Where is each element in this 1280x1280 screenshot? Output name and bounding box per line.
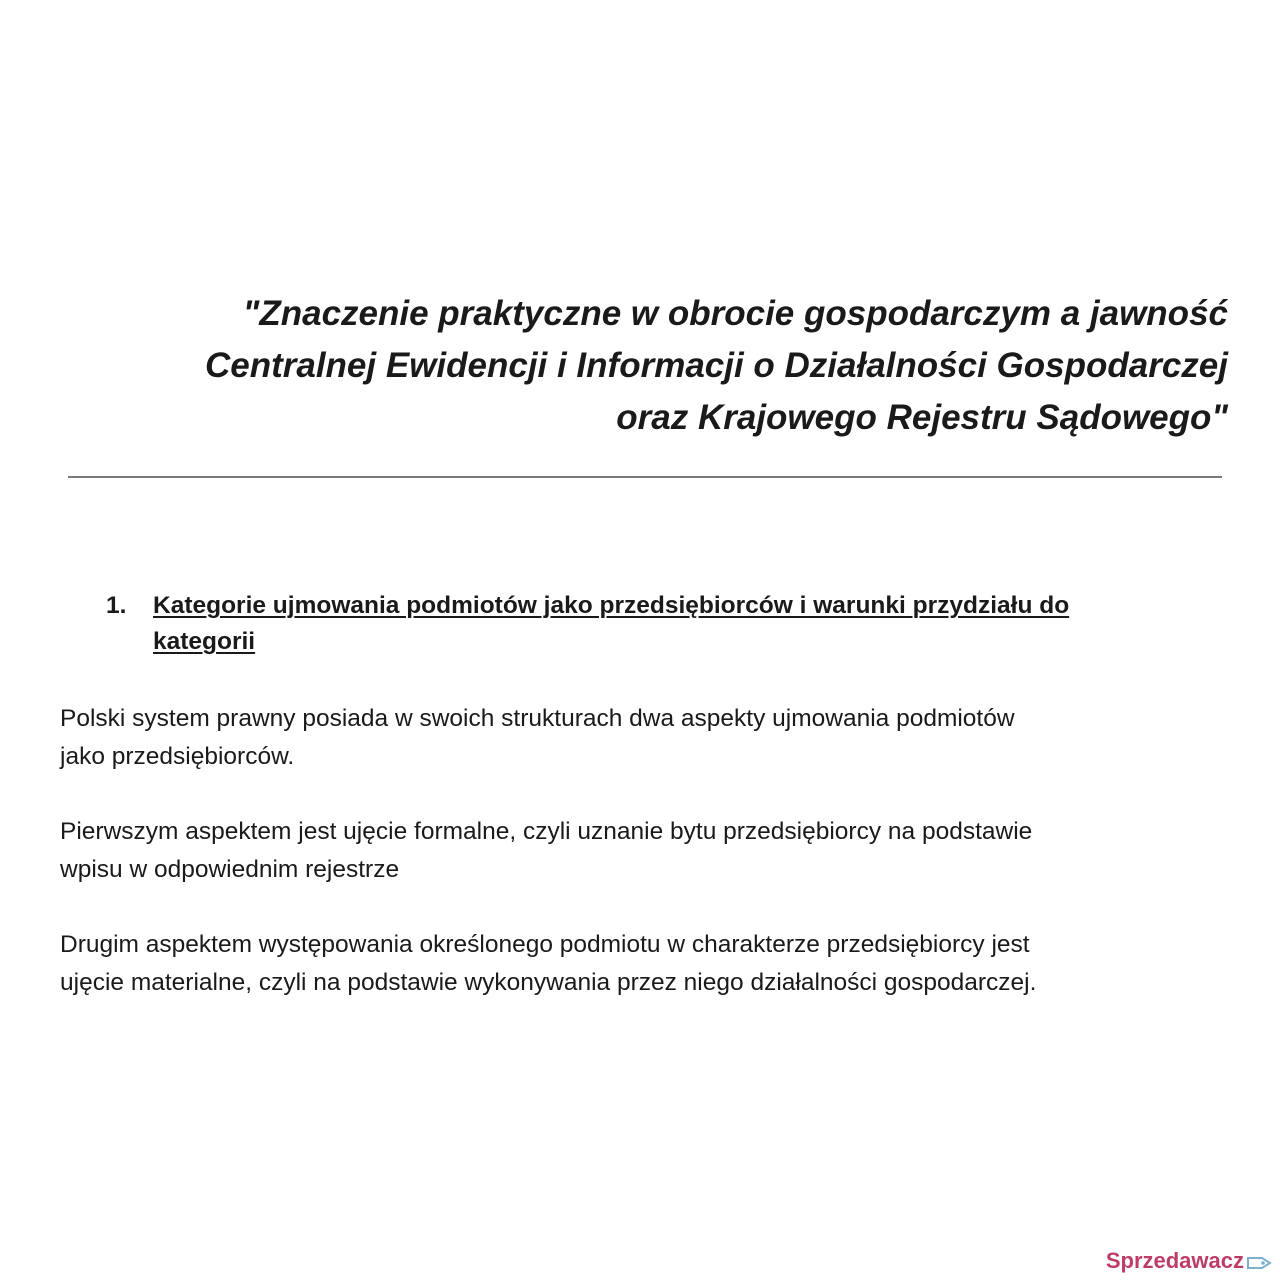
section-heading-line: Kategorie ujmowania podmiotów jako przedsiębiorców i warunki przydziału do (153, 592, 1070, 619)
section-heading-text (153, 588, 1236, 660)
paragraph-line: wpisu w odpowiednim rejestrze (60, 856, 400, 883)
horizontal-divider (68, 476, 1222, 478)
paragraph-line: Polski system prawny posiada w swoich strukturach dwa aspekty ujmowania podmiotów (60, 705, 1015, 732)
body-paragraph (60, 813, 1210, 889)
paragraph-line: Pierwszym aspektem jest ujęcie formalne, czyli uznanie bytu przedsiębiorcy na podstawie (60, 818, 1033, 845)
section-heading-line: kategorii (153, 628, 256, 655)
section-number: 1. (106, 592, 127, 619)
document-title (48, 288, 1228, 444)
body-paragraph (60, 926, 1210, 1002)
sprzedawacz-watermark (1106, 1248, 1272, 1274)
watermark-text: Sprzedawacz (1105, 1248, 1244, 1273)
paragraph-line: jako przedsiębiorców. (60, 743, 295, 770)
body-paragraph (60, 700, 1210, 776)
title-line: oraz Krajowego Rejestru Sądowego" (616, 398, 1228, 437)
section-heading (106, 588, 1236, 660)
paragraph-line: ujęcie materialne, czyli na podstawie wykonywania przez niego działalności gospodarczej. (60, 969, 1037, 996)
price-tag-icon (1246, 1252, 1272, 1270)
paragraph-line: Drugim aspektem występowania określonego podmiotu w charakterze przedsiębiorcy jest (60, 931, 1030, 958)
title-line: "Znaczenie praktyczne w obrocie gospodarczym a jawność (242, 294, 1228, 333)
title-line: Centralnej Ewidencji i Informacji o Działalności Gospodarczej (204, 346, 1228, 385)
